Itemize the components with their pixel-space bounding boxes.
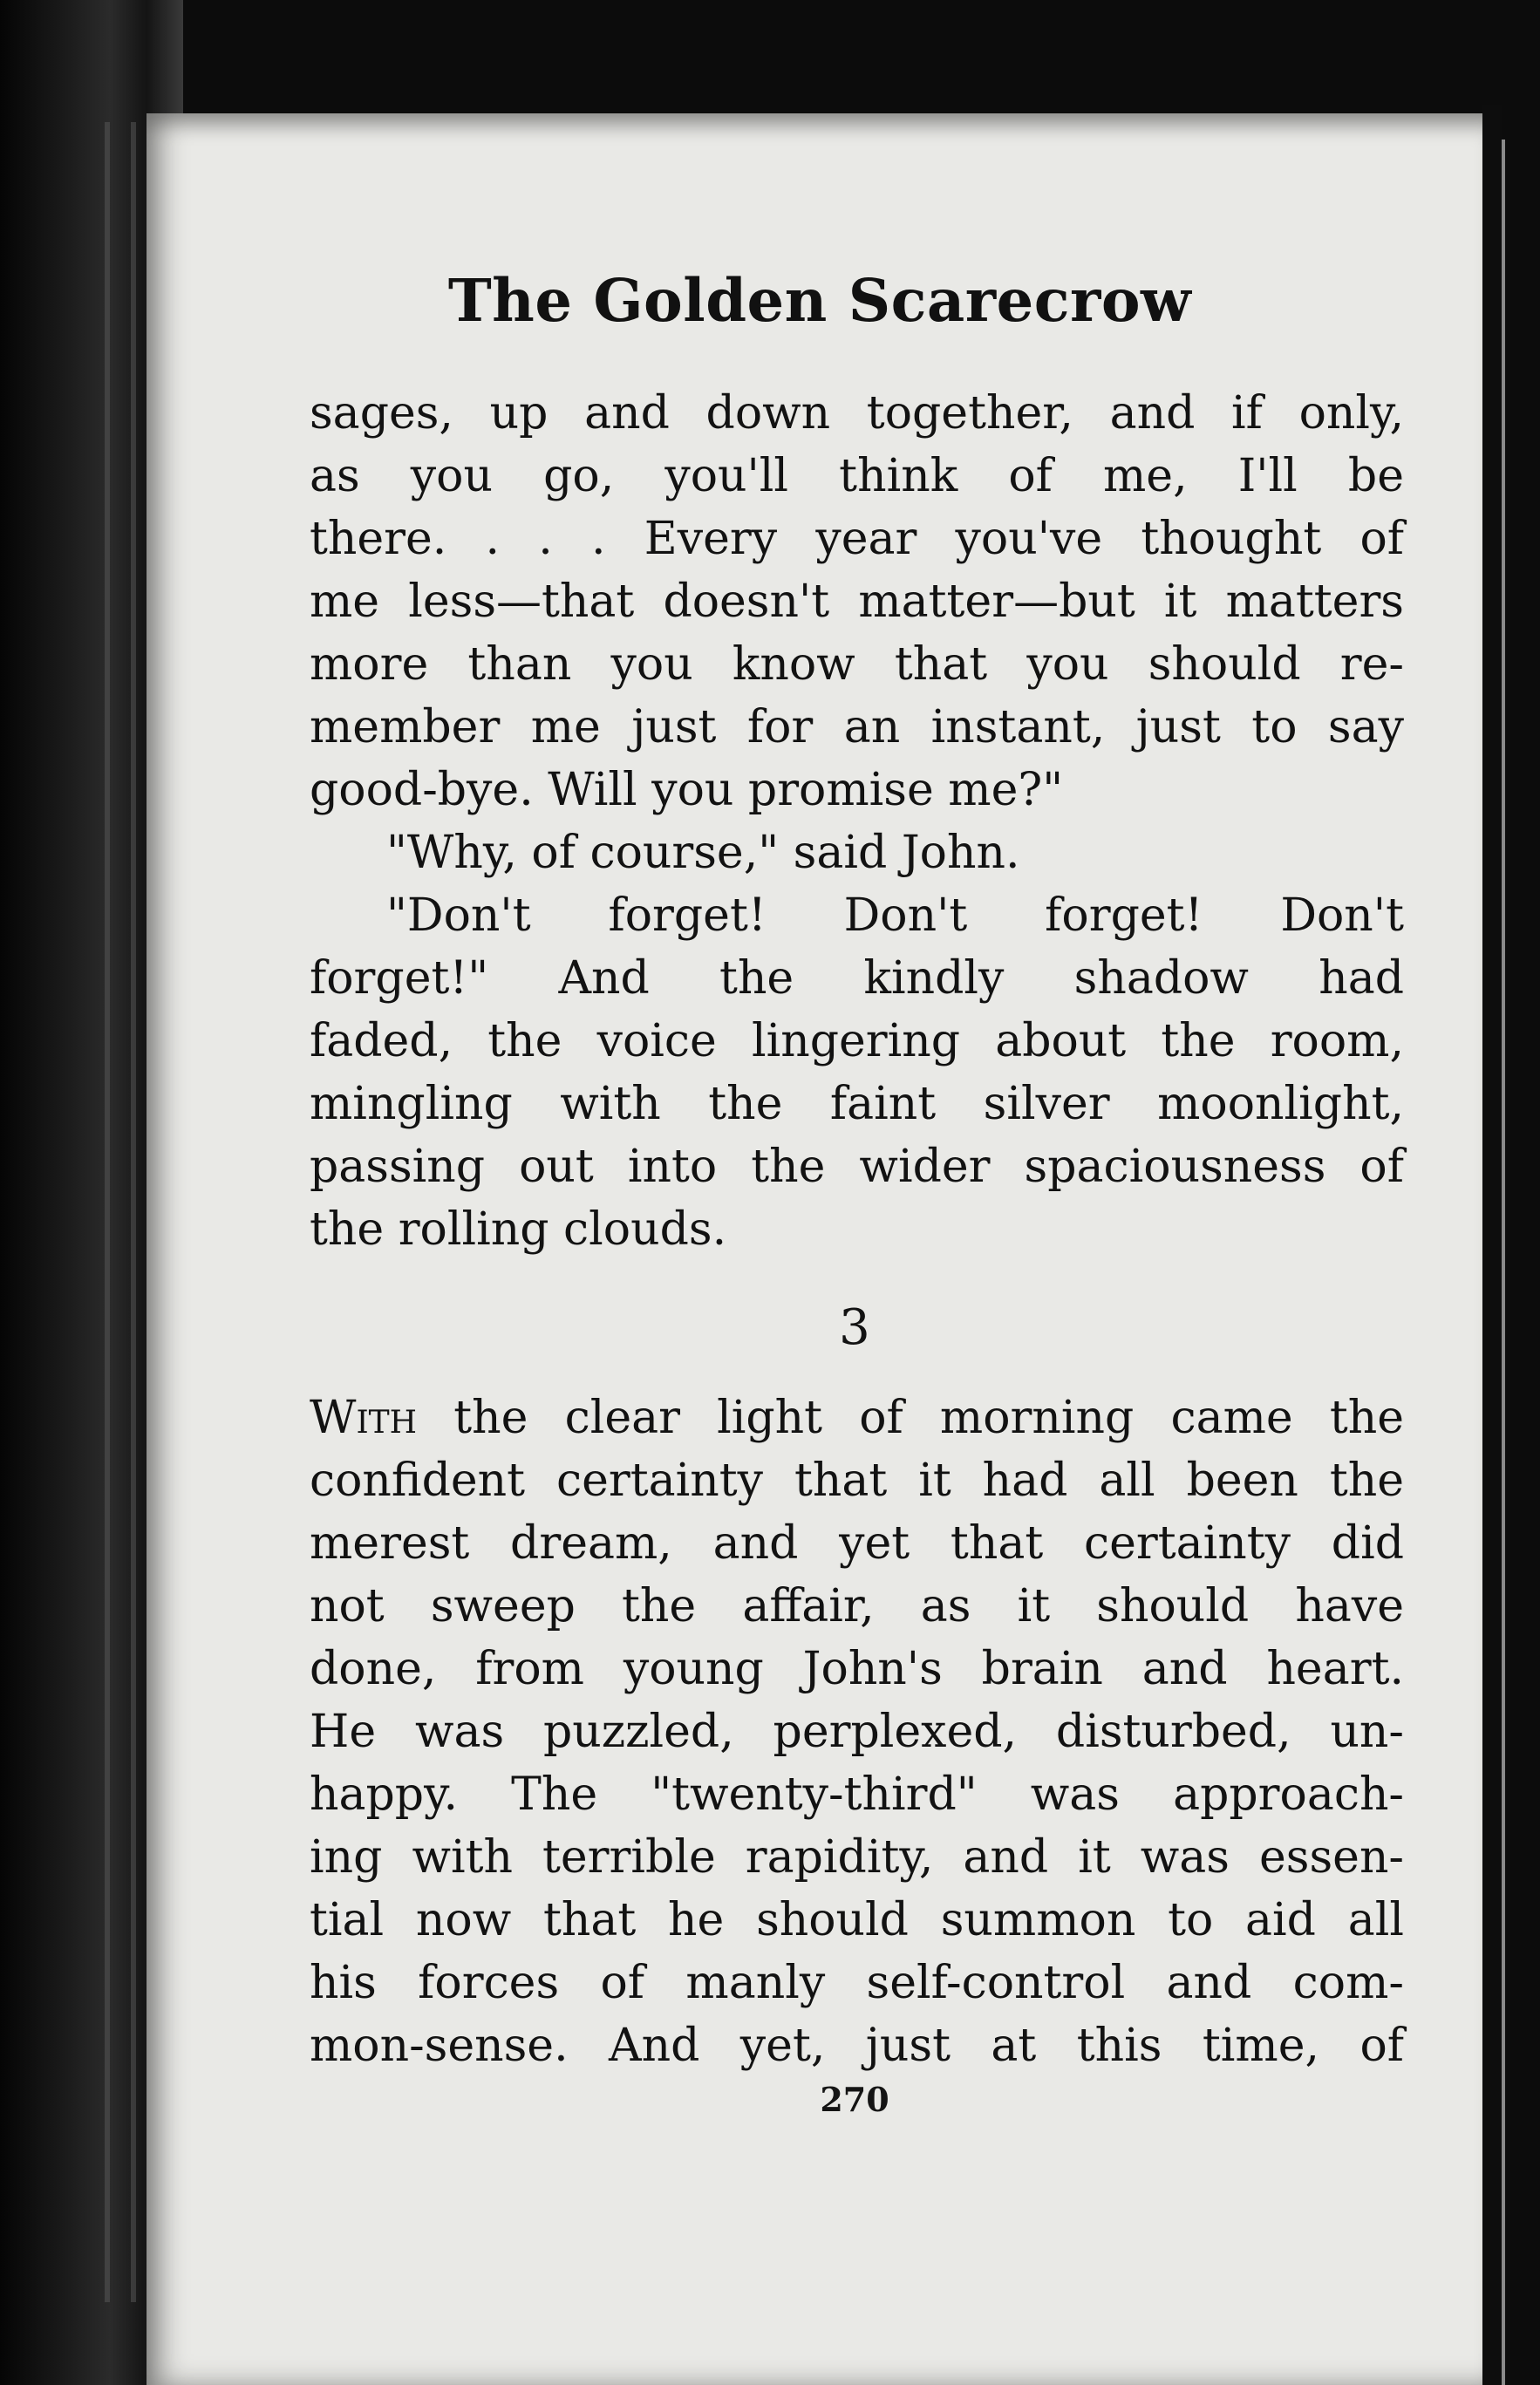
text-line: faded, the voice lingering about the room, bbox=[310, 1015, 1404, 1067]
text-line: forget!" And the kindly shadow had bbox=[310, 952, 1404, 1005]
text-line: He was puzzled, perplexed, disturbed, un- bbox=[310, 1706, 1404, 1758]
page-number: 270 bbox=[820, 2080, 889, 2119]
text-line: mon-sense. And yet, just at this time, of bbox=[310, 2020, 1404, 2072]
section-opening-word: With bbox=[310, 1392, 418, 1444]
text-line: more than you know that you should re- bbox=[310, 638, 1404, 691]
text-line: passing out into the wider spaciousness of bbox=[310, 1141, 1404, 1193]
text-line: the rolling clouds. bbox=[310, 1203, 727, 1256]
text-line: there. . . . Every year you've thought of bbox=[310, 513, 1404, 565]
text-line: sages, up and down together, and if only, bbox=[310, 387, 1404, 440]
page-right-line bbox=[1502, 140, 1505, 2385]
binding-streak bbox=[105, 122, 110, 2302]
binding-streak bbox=[131, 122, 136, 2302]
text-line-first bbox=[310, 1387, 1404, 1449]
text-line: not sweep the affair, as it should have bbox=[310, 1580, 1404, 1632]
section-number: 3 bbox=[839, 1299, 870, 1356]
text-line: his forces of manly self-control and com- bbox=[310, 1957, 1404, 2009]
text-line: tial now that he should summon to aid all bbox=[310, 1894, 1404, 1946]
text-line: me less—that doesn't matter—but it matters bbox=[310, 576, 1404, 628]
page-right-edge bbox=[1482, 105, 1502, 2385]
text-block-top bbox=[310, 382, 1404, 1261]
text-line: done, from young John's brain and heart. bbox=[310, 1643, 1404, 1695]
text-block-bottom bbox=[310, 1387, 1404, 2077]
text-line: ing with terrible rapidity, and it was essen- bbox=[310, 1831, 1404, 1884]
text-line: member me just for an instant, just to say bbox=[310, 701, 1404, 753]
text-line: happy. The "twenty-third" was approach- bbox=[310, 1768, 1404, 1821]
text-line: confident certainty that it had all been the bbox=[310, 1455, 1404, 1507]
running-head: The Golden Scarecrow bbox=[447, 266, 1192, 335]
text-line: "Don't forget! Don't forget! Don't bbox=[386, 889, 1404, 942]
text-line: good-bye. Will you promise me?" bbox=[310, 764, 1064, 816]
section-opening-rest: the clear light of morning came the bbox=[417, 1392, 1404, 1444]
text-line: as you go, you'll think of me, I'll be bbox=[310, 450, 1404, 502]
text-line: "Why, of course," said John. bbox=[386, 827, 1020, 879]
text-line: mingling with the faint silver moonlight, bbox=[310, 1078, 1404, 1130]
text-line: merest dream, and yet that certainty did bbox=[310, 1517, 1404, 1570]
